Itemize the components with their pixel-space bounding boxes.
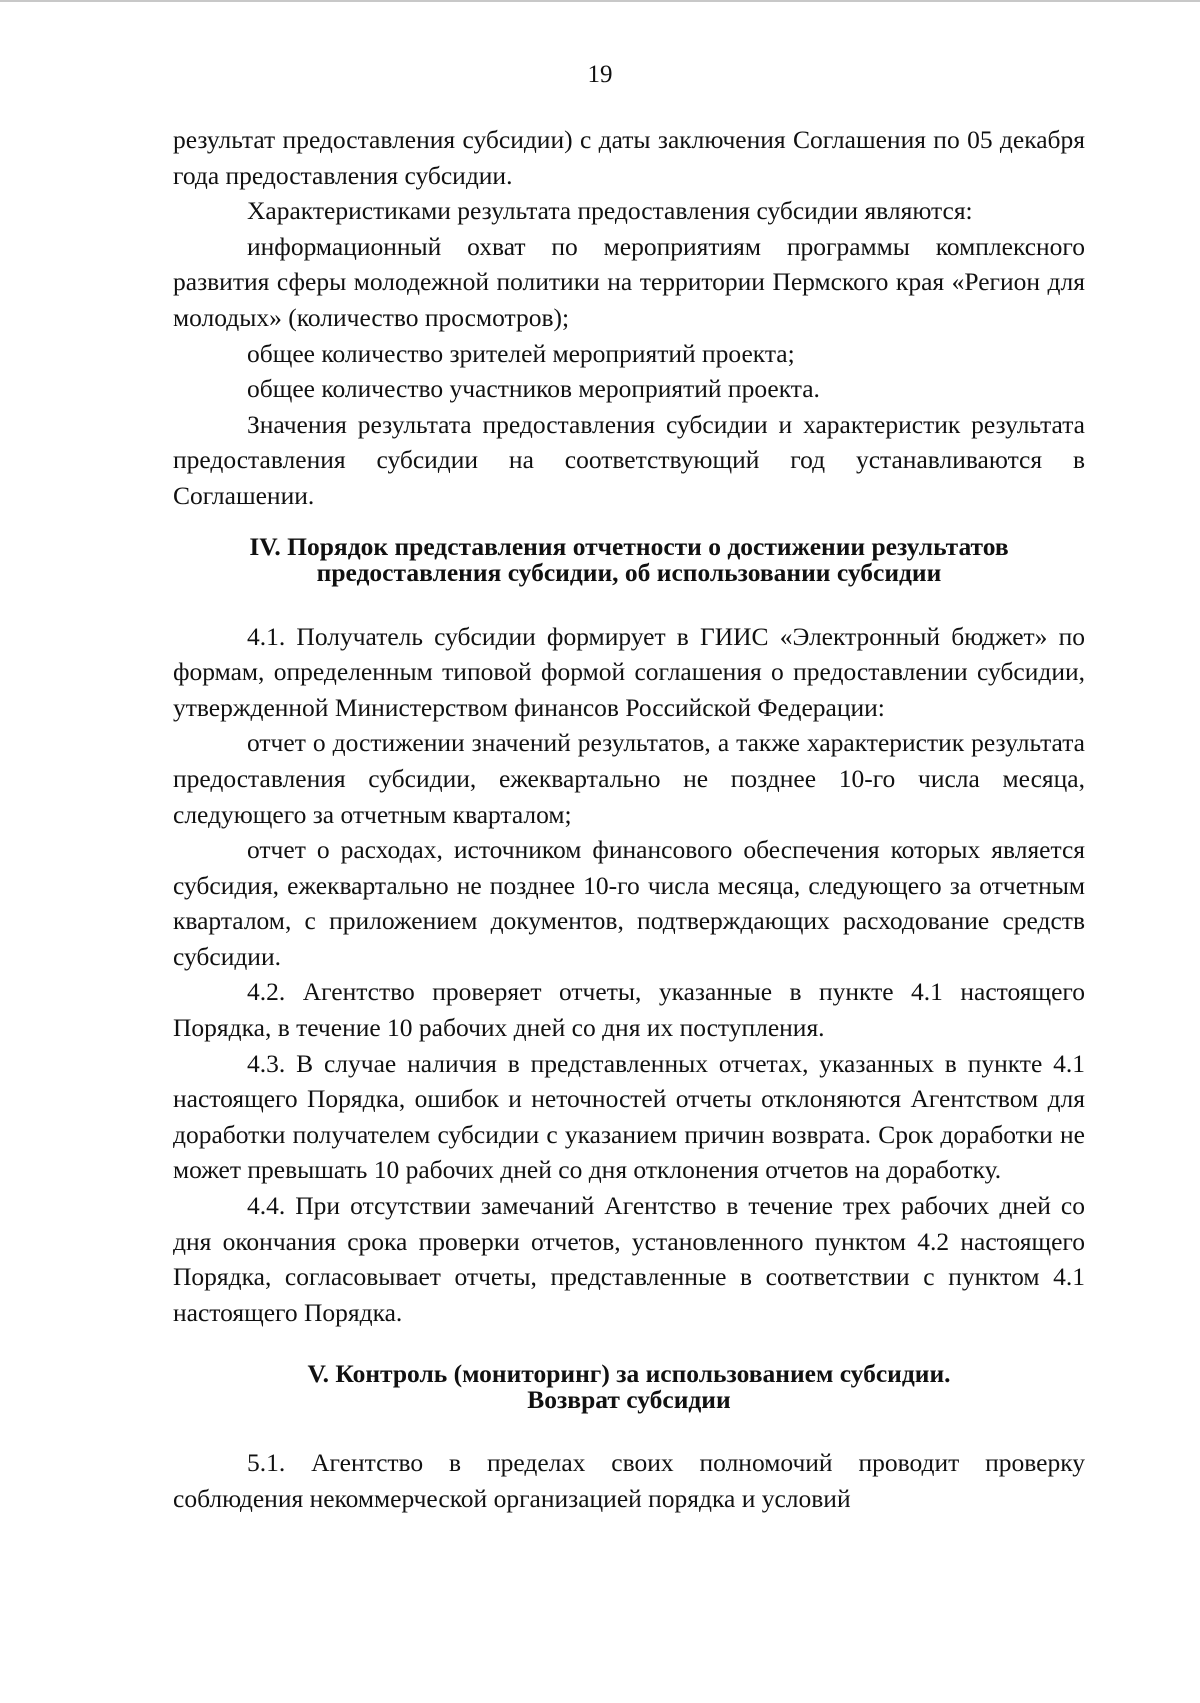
section-heading-iv [173,531,1085,587]
paragraph-characteristic-viewers: общее количество зрителей мероприятий проекта; [247,338,795,368]
paragraph-continuation: результат предоставления субсидии) с даты заключения Соглашения по 05 декабря года предоставления субсидии. [173,125,1085,190]
paragraph-5-1: 5.1. Агентство в пределах своих полномочий проводит проверку соблюдения некоммерческой организацией порядка и условий [173,1448,1085,1513]
paragraph-characteristic-coverage: информационный охват по мероприятиям программы комплексного развития сферы молодежной политики на территории Пермского края «Регион для молодых» (количество просмотров); [173,231,1085,332]
paragraph-values-agreement: Значения результата предоставления субсидии и характеристик результата предоставления субсидии на соответствующий год устанавливаются в Соглашении. [173,409,1085,510]
paragraph-4-1: 4.1. Получатель субсидии формирует в ГИИС «Электронный бюджет» по формам, определенным типовой формой соглашения о предоставлении субсидии, утвержденной Министерством финансов Российской Федерации: [173,621,1085,722]
paragraph-4-1-report-results: отчет о достижении значений результатов, а также характеристик результата предоставления субсидии, ежеквартально не позднее 10-го числа месяца, следующего за отчетным кварталом; [173,728,1085,829]
section-heading-v-line2: Возврат субсидии [527,1385,731,1415]
section-heading-v-line1: V. Контроль (мониторинг) за использованием субсидии. [307,1359,951,1389]
paragraph-characteristics-intro: Характеристиками результата предоставления субсидии являются: [247,196,973,226]
paragraph-4-2: 4.2. Агентство проверяет отчеты, указанные в пункте 4.1 настоящего Порядка, в течение 10 рабочих дней со дня их поступления. [173,977,1085,1043]
paragraph-4-1-report-expenses: отчет о расходах, источником финансового обеспечения которых является субсидия, ежеквартально не позднее 10-го числа месяца, следующего за отчетным кварталом, с приложением документов, подтверждающих расходование средств субсидии. [173,835,1085,971]
paragraph-4-3: 4.3. В случае наличия в представленных отчетах, указанных в пункте 4.1 настоящего Порядка, ошибок и неточностей отчеты отклоняются Агентством для доработки получателем субсидии с указанием причин возврата. Срок доработки не может превышать 10 рабочих дней со дня отклонения отчетов на доработку. [173,1048,1085,1185]
section-heading-v [173,1361,1085,1413]
scan-top-edge [0,0,1200,2]
document-body [173,122,1085,1517]
section-heading-iv-line1: IV. Порядок представления отчетности о достижении результатов [249,531,1009,561]
section-heading-iv-line2: предоставления субсидии, об использовании субсидии [316,557,942,587]
paragraph-4-4: 4.4. При отсутствии замечаний Агентство в течение трех рабочих дней со дня окончания срока проверки отчетов, установленного пунктом 4.2 настоящего Порядка, согласовывает отчеты, представленные в соответствии с пунктом 4.1 настоящего Порядка. [173,1191,1085,1327]
paragraph-characteristic-participants: общее количество участников мероприятий проекта. [247,374,820,404]
page-number: 19 [587,61,613,88]
